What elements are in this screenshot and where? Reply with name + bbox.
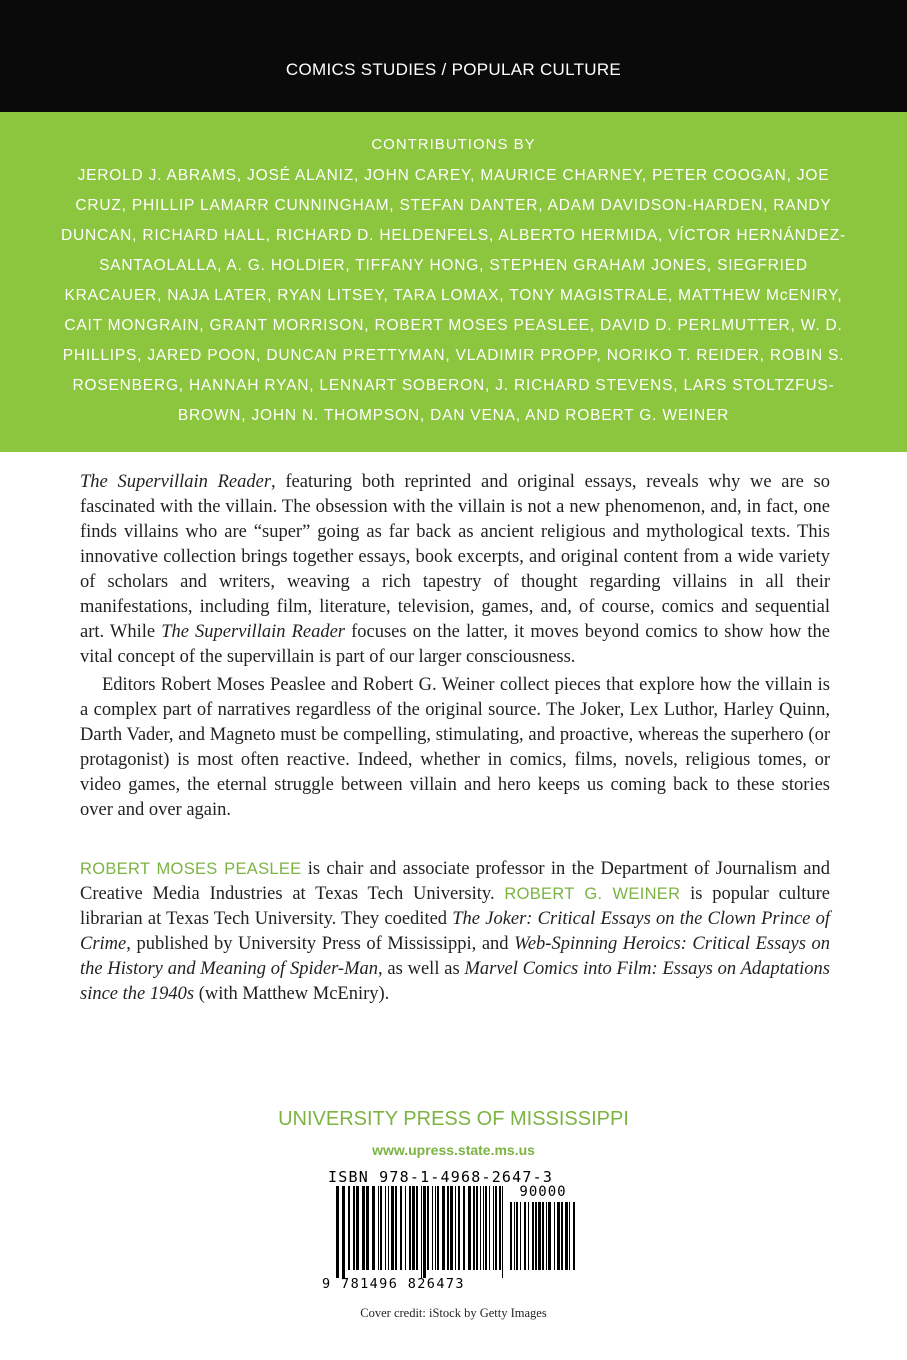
barcode-bar (388, 1186, 389, 1270)
bio-paragraph (80, 857, 830, 1007)
book-title: Web-Spinning Heroics: Critical Essays on the History and Meaning of Spider-Man (80, 934, 830, 979)
editor-name: ROBERT MOSES PEASLEE (80, 860, 302, 878)
barcode-bar (510, 1202, 512, 1270)
description-text: , featuring both reprinted and original essays, reveals why we are so fascinated with the villain. The obsession with the villain is not a new phenomenon, and, in fact, one finds villains who are “super” going as far back as ancient religious and mythological texts. This innovative collection brings together essays, book excerpts, and original content from a wide variety of scholars and writers, weaving a rich tapestry of thought regarding villains in all their manifestations, including film, literature, television, games, and, of course, comics and sequential art. While (80, 472, 830, 642)
barcode-bar (557, 1202, 560, 1270)
barcode-addon-bars (510, 1202, 578, 1278)
barcode-bar (336, 1186, 339, 1278)
barcode-bar (442, 1186, 445, 1270)
barcode-bar (450, 1186, 453, 1270)
barcode-bar (416, 1186, 418, 1270)
contributors-line: SANTAOLALLA, A. G. HOLDIER, TIFFANY HONG, STEPHEN GRAHAM JONES, SIEGFRIED (99, 257, 808, 274)
barcode-bar (458, 1186, 460, 1270)
barcode-bar (463, 1186, 465, 1270)
isbn-text: ISBN 978-1-4968-2647-3 (328, 1168, 554, 1186)
contributors-line: BROWN, JOHN N. THOMPSON, DAN VENA, AND ROBERT G. WEINER (177, 407, 730, 424)
barcode-bar (455, 1186, 456, 1270)
contributors-line: KRACAUER, NAJA LATER, RYAN LITSEY, TARA LOMAX, TONY MAGISTRALE, MATTHEW McENIRY, (64, 287, 843, 304)
barcode-bar (473, 1186, 475, 1270)
editors-bio (80, 857, 830, 1007)
contributors-line: DUNCAN, RICHARD HALL, RICHARD D. HELDENFELS, ALBERTO HERMIDA, VÍCTOR HERNÁNDEZ- (61, 227, 846, 244)
barcode-bar (423, 1186, 426, 1278)
barcode-bar (356, 1186, 359, 1270)
barcode-bar (480, 1186, 481, 1270)
book-title: Marvel Comics into Film: Essays on Adaptations since the 1940s (80, 959, 830, 1004)
description-paragraph-1 (80, 470, 830, 670)
bio-text: , published by University Press of Mississippi, and (126, 934, 515, 954)
barcode-bar (427, 1186, 429, 1270)
contributors-list (60, 164, 847, 434)
barcode-bar (447, 1186, 449, 1270)
barcode-bar (483, 1186, 484, 1270)
barcode-bar (495, 1186, 497, 1270)
publisher-name: UNIVERSITY PRESS OF MISSISSIPPI (278, 1108, 629, 1130)
barcode-bar (493, 1186, 494, 1270)
barcode-bar (391, 1186, 394, 1270)
book-title: The Joker: Critical Essays on the Clown Prince of Crime (80, 909, 830, 954)
barcode-bar (366, 1186, 369, 1270)
barcode-bar (405, 1186, 406, 1270)
barcode-bar (535, 1202, 537, 1270)
category-label: COMICS STUDIES / POPULAR CULTURE (285, 60, 622, 79)
contributors-line: CRUZ, PHILLIP LAMARR CUNNINGHAM, STEFAN DANTER, ADAM DAVIDSON-HARDEN, RANDY (75, 197, 832, 214)
barcode-bar (532, 1202, 534, 1270)
barcode-bar (489, 1186, 490, 1270)
bio-text: is chair and associate professor in the Department of Journalism and Creative Media Industries at Texas Tech University. (80, 859, 830, 904)
barcode-bar (378, 1186, 379, 1270)
barcode-bar (548, 1202, 551, 1270)
description-paragraph-2: Editors Robert Moses Peaslee and Robert G. Weiner collect pieces that explore how the villain is a complex part of narratives regardless of the original source. The Joker, Lex Luthor, Harley Quinn, Darth Vader, and Magneto must be compelling, stimulating, and proactive, whereas the superhero (or protagonist) is most often reactive. Indeed, whether in comics, films, novels, religious tomes, or video games, the eternal struggle between villain and hero keeps us coming back to these stories over and over again. (80, 675, 830, 820)
barcode-bar (516, 1202, 518, 1270)
barcode-bar (569, 1202, 570, 1270)
top-black-band (0, 0, 907, 112)
bio-text: is popular culture librarian at Texas Tech University. They coedited (80, 884, 830, 929)
contributors-line: CAIT MONGRAIN, GRANT MORRISON, ROBERT MOSES PEASLEE, DAVID D. PERLMUTTER, W. D. (64, 317, 843, 334)
barcode-main-bars (336, 1186, 506, 1278)
barcode-bar (514, 1202, 515, 1270)
barcode-bar (432, 1186, 433, 1270)
barcode-bar (362, 1186, 365, 1270)
barcode-bar (353, 1186, 355, 1270)
barcode-bar (561, 1202, 563, 1270)
bio-text: , as well as (377, 959, 465, 979)
barcode-bar (409, 1186, 411, 1270)
contributors-line: PHILLIPS, JARED POON, DUNCAN PRETTYMAN, VLADIMIR PROPP, NORIKO T. REIDER, ROBIN S. (62, 347, 845, 364)
barcode-bar (437, 1186, 439, 1270)
cover-credit: Cover credit: iStock by Getty Images (360, 1306, 547, 1320)
price-code: 90000 (519, 1184, 567, 1200)
barcode-bar (395, 1186, 397, 1270)
barcode-bar (538, 1202, 541, 1270)
barcode-bar (468, 1186, 471, 1270)
contributors-line: JEROLD J. ABRAMS, JOSÉ ALANIZ, JOHN CAREY, MAURICE CHARNEY, PETER COOGAN, JOE (77, 167, 830, 184)
barcode-bar (435, 1186, 436, 1270)
contributors-heading: CONTRIBUTIONS BY (371, 136, 536, 153)
barcode-bar (520, 1202, 521, 1270)
book-title: The Supervillain Reader (80, 472, 272, 492)
barcode-bar (528, 1202, 529, 1270)
barcode-bar (554, 1202, 555, 1270)
barcode-bar (524, 1202, 526, 1270)
barcode-bar (485, 1186, 487, 1270)
barcode-bar (385, 1186, 386, 1270)
bio-text: (with Matthew McEniry). (194, 984, 390, 1004)
book-title: The Supervillain Reader (161, 622, 346, 642)
barcode-bar (565, 1202, 568, 1270)
barcode-bar (546, 1202, 547, 1270)
barcode-bar (476, 1186, 478, 1270)
contributors-line: ROSENBERG, HANNAH RYAN, LENNART SOBERON, J. RICHARD STEVENS, LARS STOLTZFUS- (72, 377, 835, 394)
description-text: focuses on the latter, it moves beyond comics to show how the vital concept of the supervillain is part of our larger consciousness. (80, 622, 830, 667)
barcode-bar (573, 1202, 575, 1270)
barcode-bar (421, 1186, 422, 1278)
barcode-bar (499, 1186, 501, 1270)
publisher-url: www.upress.state.ms.us (372, 1142, 535, 1158)
barcode-bar (542, 1202, 544, 1270)
barcode-bar (502, 1186, 503, 1278)
editor-name: ROBERT G. WEINER (504, 885, 681, 903)
book-description (80, 470, 830, 823)
barcode-bar (372, 1186, 375, 1270)
barcode-bar (348, 1186, 350, 1270)
barcode-bar (400, 1186, 402, 1270)
barcode-bar (342, 1186, 345, 1278)
ean-digits: 9 781496 826473 (322, 1276, 465, 1292)
barcode-bar (412, 1186, 415, 1270)
barcode-bar (380, 1186, 382, 1270)
